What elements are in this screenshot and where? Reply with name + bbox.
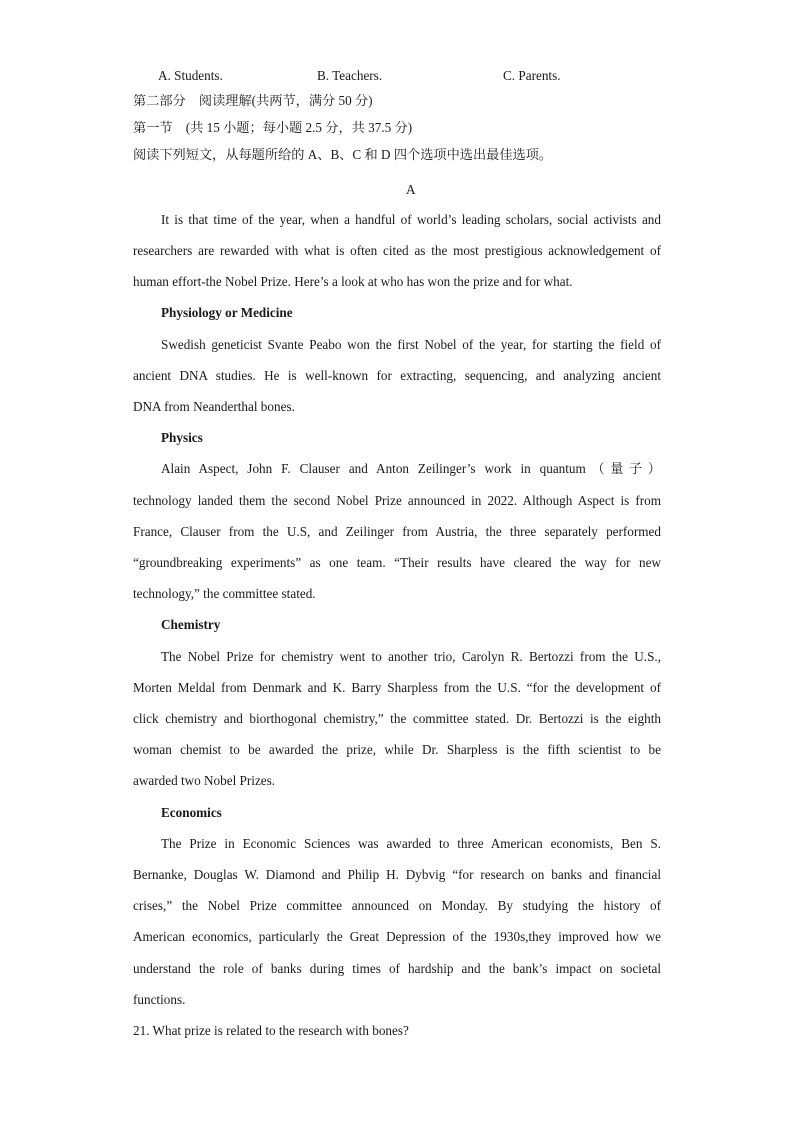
physics-line-5: technology,” the committee stated. [133,586,316,601]
economics-line-4: American economics, particularly the Great Depression of the 1930s,they improved how we [133,929,661,944]
option-c: C. Parents. [503,68,561,83]
economics-line-2: Bernanke, Douglas W. Diamond and Philip H. Dybvig “for research on banks and financial [133,867,661,882]
heading-chemistry: Chemistry [161,617,221,632]
physics-line-4: “groundbreaking experiments” as one team. “Their results have cleared the way for new [133,555,661,570]
intro-line-3: human effort-the Nobel Prize. Here’s a look at who has won the prize and for what. [133,274,573,289]
economics-line-3: crises,” the Nobel Prize committee announced on Monday. By studying the history of [133,898,661,913]
instructions: 阅读下列短文，从每题所给的 A、B、C 和 D 四个选项中选出最佳选项。 [133,147,553,162]
chemistry-line-1: The Nobel Prize for chemistry went to another trio, Carolyn R. Bertozzi from the U.S., [161,649,661,664]
chemistry-line-4: woman chemist to be awarded the prize, while Dr. Sharpless is the fifth scientist to be [133,742,661,757]
economics-line-5: understand the role of banks during times of hardship and the bank’s impact on societal [133,961,661,976]
option-b: B. Teachers. [317,68,383,83]
medicine-line-1: Swedish geneticist Svante Peabo won the first Nobel of the year, for starting the field of [161,337,661,352]
option-a: A. Students. [158,68,223,83]
heading-physics: Physics [161,430,203,445]
heading-economics: Economics [161,805,222,820]
chemistry-line-2: Morten Meldal from Denmark and K. Barry Sharpless from the U.S. “for the development of [133,680,661,695]
economics-line-1: The Prize in Economic Sciences was awarded to three American economists, Ben S. [161,836,661,851]
intro-line-2: researchers are rewarded with what is often cited as the most prestigious acknowledgement of [133,243,661,258]
medicine-line-3: DNA from Neanderthal bones. [133,399,295,414]
subsection-header: 第一节 (共 15 小题；每小题 2.5 分，共 37.5 分) [133,120,413,135]
physics-line-1: Alain Aspect, John F. Clauser and Anton Zeilinger’s work in quantum（量子） [161,461,661,476]
section-header: 第二部分 阅读理解(共两节，满分 50 分) [133,93,373,108]
medicine-line-2: ancient DNA studies. He is well-known for extracting, sequencing, and analyzing ancient [133,368,661,383]
passage-label: A [406,182,416,197]
economics-line-6: functions. [133,992,186,1007]
chemistry-line-3: click chemistry and biorthogonal chemistry,” the committee stated. Dr. Bertozzi is the eighth [133,711,661,726]
question-21: 21. What prize is related to the research with bones? [133,1023,409,1038]
chemistry-line-5: awarded two Nobel Prizes. [133,773,276,788]
physics-line-3: France, Clauser from the U.S, and Zeilinger from Austria, the three separately performed [133,524,661,539]
physics-line-2: technology landed them the second Nobel Prize announced in 2022. Although Aspect is from [133,493,661,508]
intro-line-1: It is that time of the year, when a handful of world’s leading scholars, social activists and [161,212,661,227]
heading-medicine: Physiology or Medicine [161,305,293,320]
